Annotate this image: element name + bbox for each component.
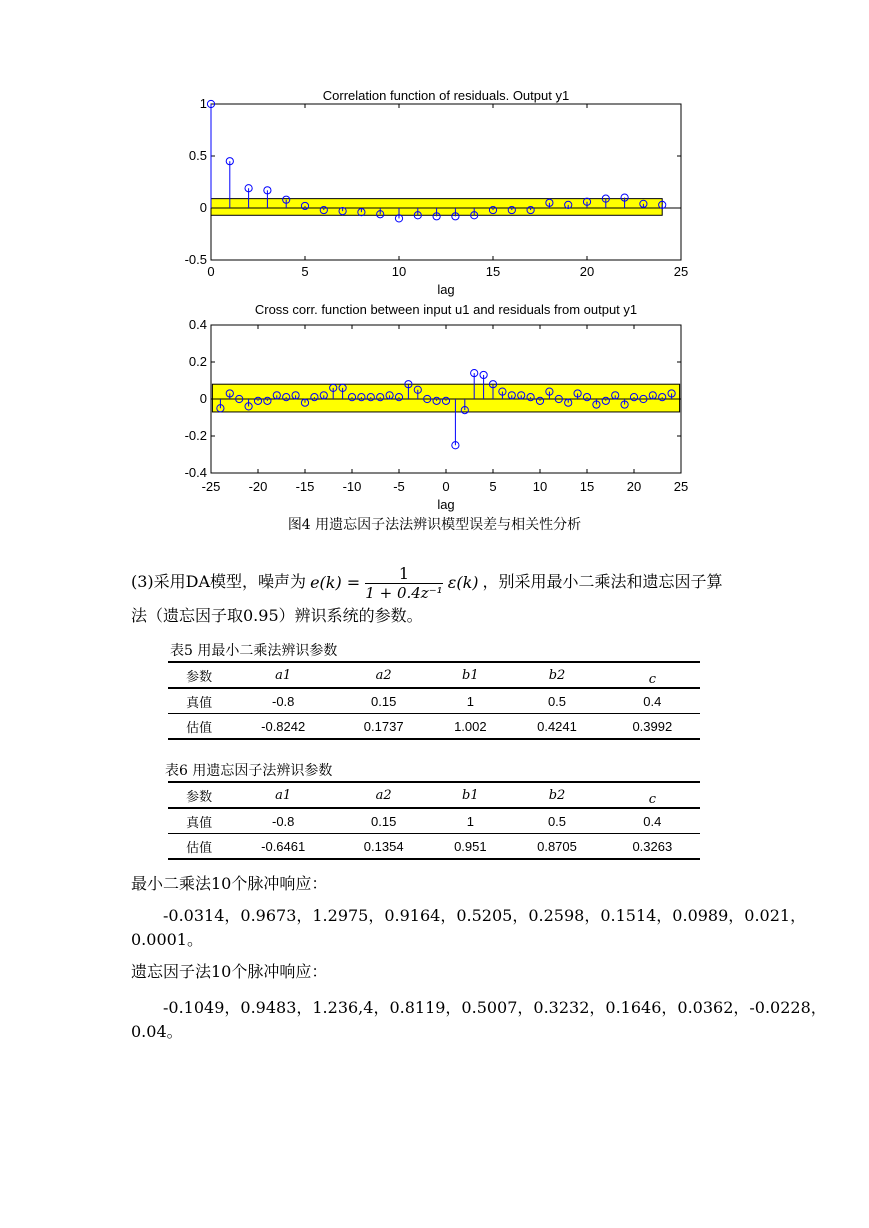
x-tick-label: 10 <box>532 479 548 494</box>
x-tick-label: 25 <box>673 264 689 279</box>
x-axis-label: lag <box>437 497 455 512</box>
table-cell: 0.951 <box>431 834 509 860</box>
para-suffix: ，别采用最小二乘法和遗忘因子算 <box>482 572 723 591</box>
table5-header-row <box>168 662 700 688</box>
x-tick-label: 20 <box>626 479 642 494</box>
x-tick-label: 10 <box>391 264 407 279</box>
table-cell: 1 <box>431 808 509 834</box>
table-cell: 0.1737 <box>336 714 431 740</box>
chart-crosscorrelation-svg <box>0 296 869 514</box>
table-cell: 0.3263 <box>605 834 700 860</box>
x-tick-label: 15 <box>485 264 501 279</box>
table6-header-cell: a1 <box>230 782 336 808</box>
x-tick-label: 15 <box>579 479 595 494</box>
x-tick-label: 0 <box>442 479 450 494</box>
table-cell: 真值 <box>168 688 230 714</box>
table-cell: 0.4241 <box>509 714 604 740</box>
eq-numerator: 1 <box>365 565 442 584</box>
chart-title: Cross corr. function between input u1 and residuals from output y1 <box>254 302 638 317</box>
table-cell: 0.15 <box>336 808 431 834</box>
chart-title: Correlation function of residuals. Output y1 <box>322 88 570 103</box>
table5-header-cell: c <box>605 662 700 688</box>
eq-denominator: 1 + 0.4z⁻¹ <box>365 583 443 602</box>
table6-header-cell: 参数 <box>168 782 230 808</box>
chart-autocorrelation <box>0 80 869 300</box>
table5-header-cell: 参数 <box>168 662 230 688</box>
table6-caption: 表6 用遗忘因子法辨识参数 <box>165 763 333 779</box>
table-cell: 0.1354 <box>336 834 431 860</box>
ff-values <box>131 996 827 1044</box>
table-cell: 0.4 <box>605 808 700 834</box>
ff-values-line1: -0.1049，0.9483，1.236,4，0.8119，0.5007，0.3232，0.1646，0.0362，-0.0228， <box>163 998 827 1017</box>
ls-values-line2: 0.0001。 <box>131 930 203 949</box>
x-axis-label: lag <box>437 282 455 297</box>
table5-header-cell: b2 <box>509 662 604 688</box>
y-tick-label: 0.4 <box>188 317 207 332</box>
table6-header-cell: c <box>605 782 700 808</box>
eq-fraction <box>365 565 442 602</box>
table5-header-cell: a1 <box>230 662 336 688</box>
ls-heading: 最小二乘法10个脉冲响应： <box>131 874 328 893</box>
table5-header-cell: a2 <box>336 662 431 688</box>
table-row <box>168 714 700 740</box>
table-cell: -0.8 <box>230 808 336 834</box>
table-row <box>168 688 700 714</box>
chart-crosscorrelation <box>0 296 869 514</box>
x-tick-label: -20 <box>248 479 268 494</box>
para-line2: 法（遗忘因子取0.95）辨识系统的参数。 <box>131 606 423 625</box>
y-tick-label: 0 <box>199 391 207 406</box>
x-tick-label: -5 <box>393 479 405 494</box>
ls-values-line1: -0.0314，0.9673，1.2975，0.9164，0.5205，0.2598，0.1514，0.0989，0.021， <box>163 906 807 925</box>
table5-header-cell: b1 <box>431 662 509 688</box>
y-tick-label: -0.2 <box>184 428 207 443</box>
x-tick-label: -25 <box>201 479 221 494</box>
chart-autocorrelation-svg <box>0 80 869 300</box>
para-prefix: (3)采用DA模型，噪声为 <box>131 572 307 591</box>
figure-caption: 图4 用遗忘因子法法辨识模型误差与相关性分析 <box>287 517 582 533</box>
table5-caption: 表5 用最小二乘法辨识参数 <box>170 643 338 659</box>
y-tick-label: 0.2 <box>188 354 207 369</box>
x-tick-label: 0 <box>207 264 215 279</box>
table-cell: 0.15 <box>336 688 431 714</box>
table-cell: 估值 <box>168 714 230 740</box>
table-cell: -0.8 <box>230 688 336 714</box>
x-tick-label: 25 <box>673 479 689 494</box>
x-tick-label: 5 <box>489 479 497 494</box>
x-tick-label: -10 <box>342 479 362 494</box>
y-tick-label: 1 <box>199 96 207 111</box>
table-cell: 0.8705 <box>509 834 604 860</box>
paragraph-model <box>131 560 751 628</box>
y-tick-label: -0.4 <box>184 465 207 480</box>
ls-values <box>131 904 807 952</box>
table-cell: -0.8242 <box>230 714 336 740</box>
x-tick-label: 20 <box>579 264 595 279</box>
table-cell: 估值 <box>168 834 230 860</box>
table-cell: 真值 <box>168 808 230 834</box>
table-row <box>168 808 700 834</box>
y-tick-label: 0.5 <box>188 148 207 163</box>
table-cell: 0.3992 <box>605 714 700 740</box>
eq-lhs: e(k) = <box>310 572 361 592</box>
x-tick-label: 5 <box>301 264 309 279</box>
table6-header-cell: b2 <box>509 782 604 808</box>
y-tick-label: 0 <box>199 200 207 215</box>
table6-header-cell: b1 <box>431 782 509 808</box>
table-cell: 1 <box>431 688 509 714</box>
table-row <box>168 834 700 860</box>
y-tick-label: -0.5 <box>184 252 207 267</box>
table-cell: 1.002 <box>431 714 509 740</box>
noise-equation <box>310 561 478 605</box>
ff-heading: 遗忘因子法10个脉冲响应： <box>131 962 328 981</box>
table6 <box>168 781 700 860</box>
table-cell: 0.4 <box>605 688 700 714</box>
x-tick-label: -15 <box>295 479 315 494</box>
table6-header-row <box>168 782 700 808</box>
table5 <box>168 661 700 740</box>
eq-rhs: ε(k) <box>447 572 479 592</box>
table-cell: 0.5 <box>509 688 604 714</box>
table-cell: -0.6461 <box>230 834 336 860</box>
plot-area <box>211 104 681 260</box>
table-cell: 0.5 <box>509 808 604 834</box>
ff-values-line2: 0.04。 <box>131 1022 183 1041</box>
table6-header-cell: a2 <box>336 782 431 808</box>
